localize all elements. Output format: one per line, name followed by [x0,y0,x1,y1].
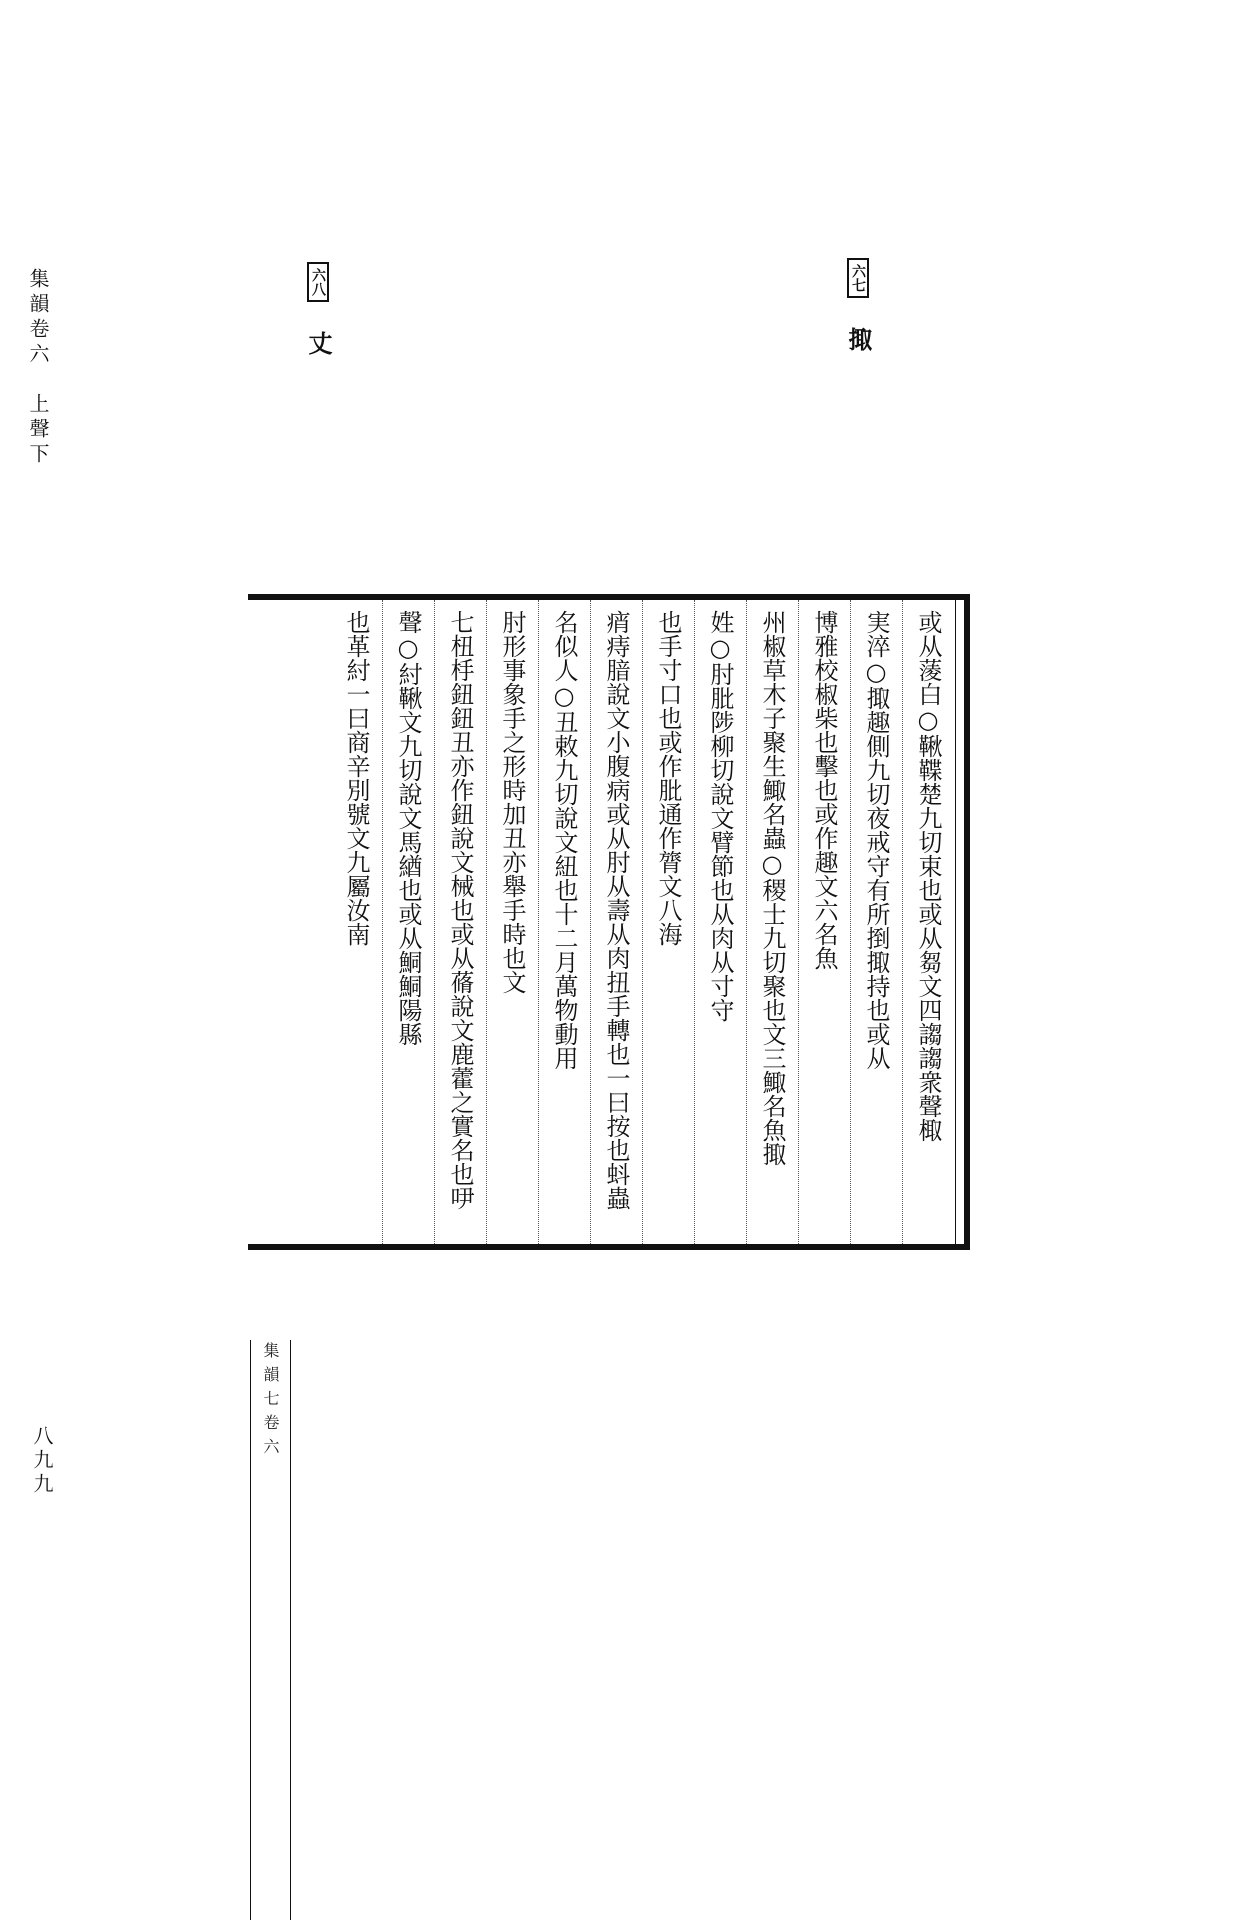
text-column: 博雅校椒柴也擊也或作趣文六名魚 [810,610,838,970]
column-rule [642,600,643,1244]
collation-note [841,258,876,351]
fishtail-marginal: 集韻七卷六 [250,1340,291,1920]
text-column: 也革紂一曰商辛別號文九屬汝南 [342,610,370,946]
note-text: 掫 [844,327,873,351]
note-text: 丈 [304,331,333,355]
collation-note [301,262,336,355]
page-number: 八九九 [30,1425,54,1497]
column-rule [434,600,435,1244]
column-rule [486,600,487,1244]
text-column: 名似人○丑敕九切說文紐也十二月萬物動用 [550,610,578,1070]
column-rule [798,600,799,1244]
column-rule [538,600,539,1244]
note-number: 六八 [307,262,329,302]
column-rule [590,600,591,1244]
text-column: 肘形事象手之形時加丑亦舉手時也文 [498,610,526,994]
text-column: 或从蔆白○鞦鞢楚九切束也或从芻文四謅謅衆聲棷 [914,610,942,1142]
column-rule [382,600,383,1244]
column-rule [902,600,903,1244]
text-column: 也手寸口也或作肶通作膂文八海 [654,610,682,946]
text-column: 州椒草木子聚生鯫名蟲○稷士九切聚也文三鯫名魚掫 [758,610,786,1166]
column-rule [850,600,851,1244]
text-column: 姓○肘肶陟柳切說文臂節也从肉从寸守 [706,610,734,1022]
column-rule [746,600,747,1244]
text-column: 聲○紂鞦文九切說文馬緧也或从鮦鮦陽縣 [394,610,422,1046]
text-column: 七杻杽鈕鈕丑亦作鈕說文械也或从蓨說文鹿藿之實名也吚 [446,610,474,1210]
text-column: 実淬○掫趣側九切夜戒守有所捯掫持也或从 [862,610,890,1070]
running-head: 集韻卷六 上聲下 [26,268,50,468]
text-column: 痟痔腤說文小腹病或从肘从壽从肉扭手轉也一曰按也蚪蟲 [602,610,630,1210]
text-block [248,594,970,1462]
note-number: 六七 [847,258,869,298]
column-rule [694,600,695,1244]
